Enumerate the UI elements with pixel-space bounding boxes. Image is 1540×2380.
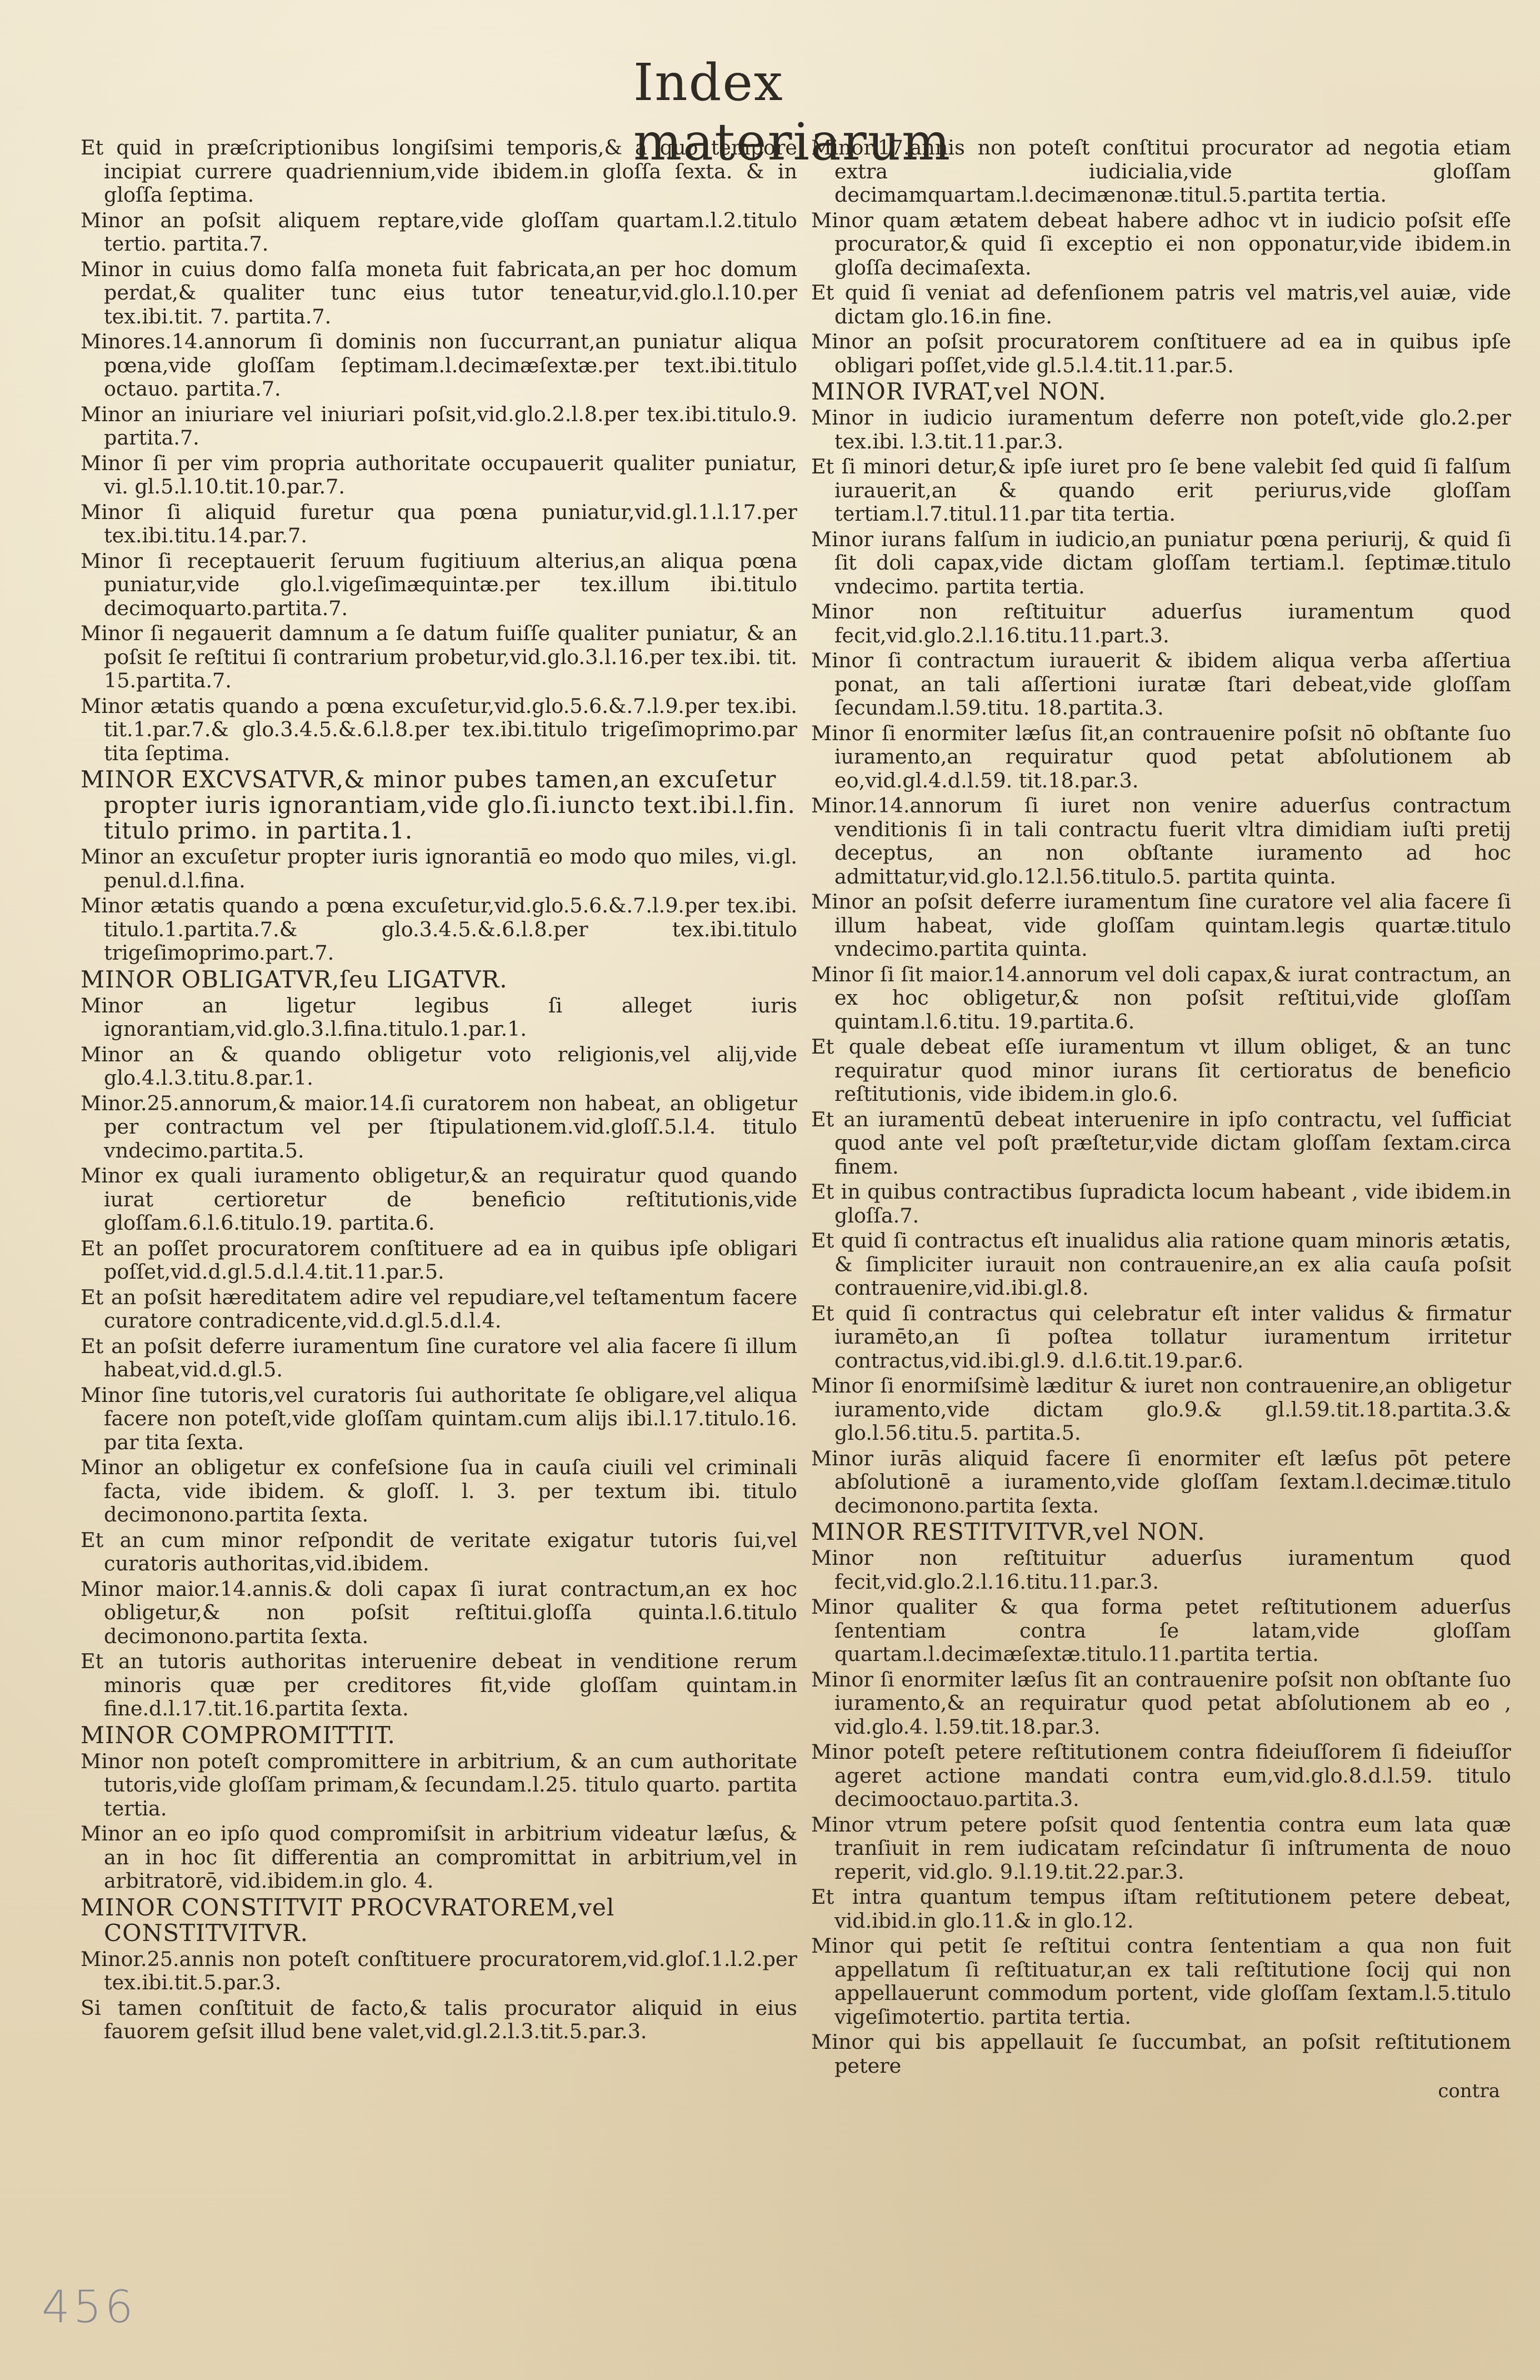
index-entry: Minor iurans falſum in iudicio,an puniatur pœna periurij, & quid ſi ſit doli capax,vide dictam gloſſam tertiam.l. ſeptimæ.titulo vndecimo. partita tertia. bbox=[811, 527, 1511, 598]
section-heading: MINOR CONSTITVIT PROCVRATOREM,vel CONSTITVITVR. bbox=[81, 1893, 615, 1947]
index-entry: Si tamen conſtituit de facto,& talis procurator aliquid in eius fauorem geſsit illud bene valet,vid.gl.2.l.3.tit.5.par.3. bbox=[81, 1995, 797, 2043]
index-entry: Minor ſi enormiter læſus ſit an contrauenire poſsit non obſtante ſuo iuramento,& an requiratur quod petat abſolutionem ab eo , vid.glo.4. l.59.tit.18.par.3. bbox=[811, 1667, 1511, 1739]
index-entry: Minor maior.14.annis.& doli capax ſi iurat contractum,an ex hoc obligetur,& non poſsit reſtitui.gloſſa quinta.l.6.titulo decimonono.partita ſexta. bbox=[81, 1576, 797, 1648]
index-entry: Minor ſi enormiſsimè læditur & iuret non contrauenire,an obligetur iuramento,vide dictam glo.9.& gl.l.59.tit.18.partita.3.& glo.l.56.titu.5. partita.5. bbox=[811, 1374, 1511, 1445]
index-entry: Minor vtrum petere poſsit quod ſententia contra eum lata quæ tranſiuit in rem iudicatam reſcindatur ſi inſtrumenta de nouo reperit, vid.glo. 9.l.19.tit.22.par.3. bbox=[811, 1812, 1511, 1884]
index-entry: Minor an excuſetur propter iuris ignorantiā eo modo quo miles, vi.gl. penul.d.l.fina. bbox=[81, 845, 797, 892]
section-heading: MINOR OBLIGATVR,ſeu LIGATVR. bbox=[81, 965, 508, 993]
index-entry: Et quid in præſcriptionibus longiſsimi temporis,& a quo tempore incipiat currere quadriennium,vide ibidem.in gloſſa ſexta. & in gloſſa ſeptima. bbox=[81, 136, 797, 207]
index-entry: Minor an ligetur legibus ſi alleget iuris ignorantiam,vid.glo.3.l.fina.titulo.1.par.1. bbox=[81, 993, 797, 1041]
index-entry: Minor non reſtituitur aduerſus iuramentum quod fecit,vid.glo.2.l.16.titu.11.part.3. bbox=[811, 600, 1511, 647]
index-entry: Minor ſi contractum iurauerit & ibidem aliqua verba aſſertiua ponat, an tali aſſertioni iuratæ ſtari debeat,vide gloſſam ſecundam.l.59.titu. 18.partita.3. bbox=[811, 648, 1511, 720]
page-title: Index materiarum bbox=[633, 53, 952, 172]
index-entry: Minor an iniuriare vel iniuriari poſsit,vid.glo.2.l.8.per tex.ibi.titulo.9. partita.7. bbox=[81, 402, 797, 450]
index-entry: Minor ſi negauerit damnum a ſe datum fuiſſe qualiter puniatur, & an poſsit ſe reſtitui ſi contrarium probetur,vid.glo.3.l.16.per tex.ibi. tit. 15.partita.7. bbox=[81, 621, 797, 692]
index-entry: Minor an poſsit aliquem reptare,vide gloſſam quartam.l.2.titulo tertio. partita.7. bbox=[81, 208, 797, 256]
index-entry: Minor ætatis quando a pœna excuſetur,vid.glo.5.6.&.7.l.9.per tex.ibi. titulo.1.partita.7.& glo.3.4.5.&.6.l.8.per tex.ibi.titulo trigeſimoprimo.part.7. bbox=[81, 894, 797, 965]
index-entry: Et an cum minor reſpondit de veritate exigatur tutoris ſui,vel curatoris authoritas,vid.ibidem. bbox=[81, 1528, 797, 1575]
index-entry: Minor an poſsit deferre iuramentum ſine curatore vel alia facere ſi illum habeat, vide gloſſam quintam.legis quartæ.titulo vndecimo.partita quinta. bbox=[811, 890, 1511, 961]
index-entry: Et in quibus contractibus ſupradicta locum habeant , vide ibidem.in gloſſa.7. bbox=[811, 1180, 1511, 1228]
index-entry: Minor in iudicio iuramentum deferre non poteſt,vide glo.2.per tex.ibi. l.3.tit.11.par.3. bbox=[811, 406, 1511, 453]
index-entry: Minor.14.annorum ſi iuret non venire aduerſus contractum venditionis ſi in tali contractu fuerit vltra dimidiam iuſti pretij deceptus, an non obſtante iuramento ad hoc admittatur,vid.glo.12.l.56.titulo.5. partita quinta. bbox=[811, 794, 1511, 889]
index-entry: Minores.14.annorum ſi dominis non ſuccurrant,an puniatur aliqua pœna,vide gloſſam ſeptimam.l.decimæſextæ.per text.ibi.titulo octauo. partita.7. bbox=[81, 330, 797, 401]
index-entry: Minor an eo ipſo quod compromiſsit in arbitrium videatur læſus, & an in hoc ſit differentia an compromittat in arbitrium,vel in arbitratorē, vid.ibidem.in glo. 4. bbox=[81, 1822, 797, 1893]
right-column bbox=[811, 136, 1511, 2103]
section-heading: MINOR IVRAT,vel NON. bbox=[811, 378, 1107, 405]
index-entry: Minor an poſsit procuratorem conſtituere ad ea in quibus ipſe obligari poſſet,vide gl.5.l.4.tit.11.par.5. bbox=[811, 330, 1511, 377]
index-entry: Minor.25.annorum,& maior.14.ſi curatorem non habeat, an obligetur per contractum vel per ſtipulationem.vid.gloſſ.5.l.4. titulo vndecimo.partita.5. bbox=[81, 1091, 797, 1162]
index-entry: Minor quam ætatem debeat habere adhoc vt in iudicio poſsit eſſe procurator,& quid ſi exceptio ei non opponatur,vide ibidem.in gloſſa decimaſexta. bbox=[811, 208, 1511, 280]
index-entry: Et an poſsit hæreditatem adire vel repudiare,vel teſtamentum facere curatore contradicente,vid.d.gl.5.d.l.4. bbox=[81, 1285, 797, 1333]
left-column bbox=[81, 136, 797, 2045]
index-entry: Minor qualiter & qua forma petet reſtitutionem aduerſus ſententiam contra ſe latam,vide gloſſam quartam.l.decimæſextæ.titulo.11.partita tertia. bbox=[811, 1595, 1511, 1666]
index-entry: Minor ſine tutoris,vel curatoris ſui authoritate ſe obligare,vel aliqua facere non poteſt,vide gloſſam quintam.cum alijs ibi.l.17.titulo.16. par tita ſexta. bbox=[81, 1383, 797, 1454]
index-entry: Et quid ſi contractus eſt inualidus alia ratione quam minoris ætatis, & ſimpliciter iurauit non contrauenire,an ex alia cauſa poſsit contrauenire,vid.ibi.gl.8. bbox=[811, 1229, 1511, 1300]
index-entry: Minor qui petit ſe reſtitui contra ſententiam a qua non fuit appellatum ſi reſtituatur,an ex tali reſtitutione ſocij qui non appellauerunt commodum portent, vide gloſſam ſextam.l.5.titulo vigeſimotertio. partita tertia. bbox=[811, 1934, 1511, 2029]
section-heading: MINOR RESTITVITVR,vel NON. bbox=[811, 1518, 1206, 1545]
index-entry: Minor qui bis appellauit ſe ſuccumbat, an poſsit reſtitutionem petere bbox=[811, 2030, 1511, 2078]
index-entry: Minor poteſt petere reſtitutionem contra fideiuſſorem ſi fideiuſſor ageret actione mandati contra eum,vid.glo.8.d.l.59. titulo decimooctauo.partita.3. bbox=[811, 1740, 1511, 1811]
index-entry: Minor ſi aliquid furetur qua pœna puniatur,vid.gl.1.l.17.per tex.ibi.titu.14.par.7. bbox=[81, 500, 797, 547]
index-entry: Et ſi minori detur,& ipſe iuret pro ſe bene valebit ſed quid ſi falſum iurauerit,an & quando erit periurus,vide gloſſam tertiam.l.7.titul.11.par tita tertia. bbox=[811, 455, 1511, 526]
index-entry: Minor.25.annis non poteſt conſtituere procuratorem,vid.gloſ.1.l.2.per tex.ibi.tit.5.par.3. bbox=[81, 1947, 797, 1994]
index-entry: Et quid ſi contractus qui celebratur eſt inter validus & firmatur iuramēto,an ſi poſtea tollatur iuramentum irritetur contractus,vid.ibi.gl.9. d.l.6.tit.19.par.6. bbox=[811, 1301, 1511, 1373]
section-heading: MINOR COMPROMITTIT. bbox=[81, 1721, 396, 1749]
index-entry: Minor non reſtituitur aduerſus iuramentum quod fecit,vid.glo.2.l.16.titu.11.par.3. bbox=[811, 1546, 1511, 1594]
index-entry: Minor ætatis quando a pœna excuſetur,vid.glo.5.6.&.7.l.9.per tex.ibi. tit.1.par.7.& glo.3.4.5.&.6.l.8.per tex.ibi.titulo trigeſimoprimo.par tita ſeptima. bbox=[81, 693, 797, 765]
index-entry: Minor iurās aliquid facere ſi enormiter eſt læſus pōt petere abſolutionē a iuramento,vide gloſſam ſextam.l.decimæ.titulo decimonono.partita ſexta. bbox=[811, 1446, 1511, 1518]
index-entry: Et an tutoris authoritas interuenire debeat in venditione rerum minoris quæ per creditores fit,vide gloſſam quintam.in fine.d.l.17.tit.16.partita ſexta. bbox=[81, 1649, 797, 1720]
index-entry: Et quale debeat eſſe iuramentum vt illum obliget, & an tunc requiratur quod minor iurans ſit certioratus de beneficio reſtitutionis, vide ibidem.in glo.6. bbox=[811, 1035, 1511, 1106]
index-entry: Minor.17.annis non poteſt conſtitui procurator ad negotia etiam extra iudicialia,vide gloſſam decimamquartam.l.decimænonæ.titul.5.partita tertia. bbox=[811, 136, 1511, 207]
section-heading: MINOR EXCVSATVR,& minor pubes tamen,an excuſetur propter iuris ignorantiam,vide glo.ſi.iuncto text.ibi.l.fin. titulo primo. in partita.1. bbox=[81, 766, 796, 844]
index-entry: Et an poſſet procuratorem conſtituere ad ea in quibus ipſe obligari poſſet,vid.d.gl.5.d.l.4.tit.11.par.5. bbox=[81, 1236, 797, 1284]
index-entry: Minor ſi ſit maior.14.annorum vel doli capax,& iurat contractum, an ex hoc obligetur,& non poſsit reſtitui,vide gloſſam quintam.l.6.titu. 19.partita.6. bbox=[811, 962, 1511, 1034]
index-entry: Minor ſi receptauerit ſeruum fugitiuum alterius,an aliqua pœna puniatur,vide glo.l.vigeſimæquintæ.per tex.illum ibi.titulo decimoquarto.partita.7. bbox=[81, 548, 797, 620]
index-entry: Et an poſsit deferre iuramentum ſine curatore vel alia facere ſi illum habeat,vid.d.gl.5. bbox=[81, 1334, 797, 1381]
catchword: contra bbox=[1438, 2080, 1500, 2102]
index-entry: Minor an obligetur ex confeſsione ſua in cauſa ciuili vel criminali facta, vide ibidem. & gloſſ. l. 3. per textum ibi. titulo decimonono.partita ſexta. bbox=[81, 1455, 797, 1526]
index-entry: Minor ſi enormiter læſus ſit,an contrauenire poſsit nō obſtante ſuo iuramento,an requiratur quod petat abſolutionem ab eo,vid.gl.4.d.l.59. tit.18.par.3. bbox=[811, 721, 1511, 792]
index-entry: Et an iuramentū debeat interuenire in ipſo contractu, vel ſufficiat quod ante vel poſt præſtetur,vide dictam gloſſam ſextam.circa finem. bbox=[811, 1107, 1511, 1179]
index-entry: Minor ſi per vim propria authoritate occupauerit qualiter puniatur, vi. gl.5.l.10.tit.10.par.7. bbox=[81, 451, 797, 498]
folio-number: 456 bbox=[42, 2281, 137, 2333]
index-entry: Et quid ſi veniat ad defenſionem patris vel matris,vel auiæ, vide dictam glo.16.in fine. bbox=[811, 281, 1511, 328]
index-entry: Minor ex quali iuramento obligetur,& an requiratur quod quando iurat certioretur de beneficio reſtitutionis,vide gloſſam.6.l.6.titulo.19. partita.6. bbox=[81, 1164, 797, 1235]
index-entry: Minor in cuius domo falſa moneta fuit fabricata,an per hoc domum perdat,& qualiter tunc eius tutor teneatur,vid.glo.l.10.per tex.ibi.tit. 7. partita.7. bbox=[81, 257, 797, 328]
index-entry: Minor an & quando obligetur voto religionis,vel alij,vide glo.4.l.3.titu.8.par.1. bbox=[81, 1042, 797, 1090]
index-entry: Minor non poteſt compromittere in arbitrium, & an cum authoritate tutoris,vide gloſſam primam,& ſecundam.l.25. titulo quarto. partita tertia. bbox=[81, 1749, 797, 1820]
index-entry: Et intra quantum tempus iſtam reſtitutionem petere debeat, vid.ibid.in glo.11.& in glo.12. bbox=[811, 1885, 1511, 1933]
